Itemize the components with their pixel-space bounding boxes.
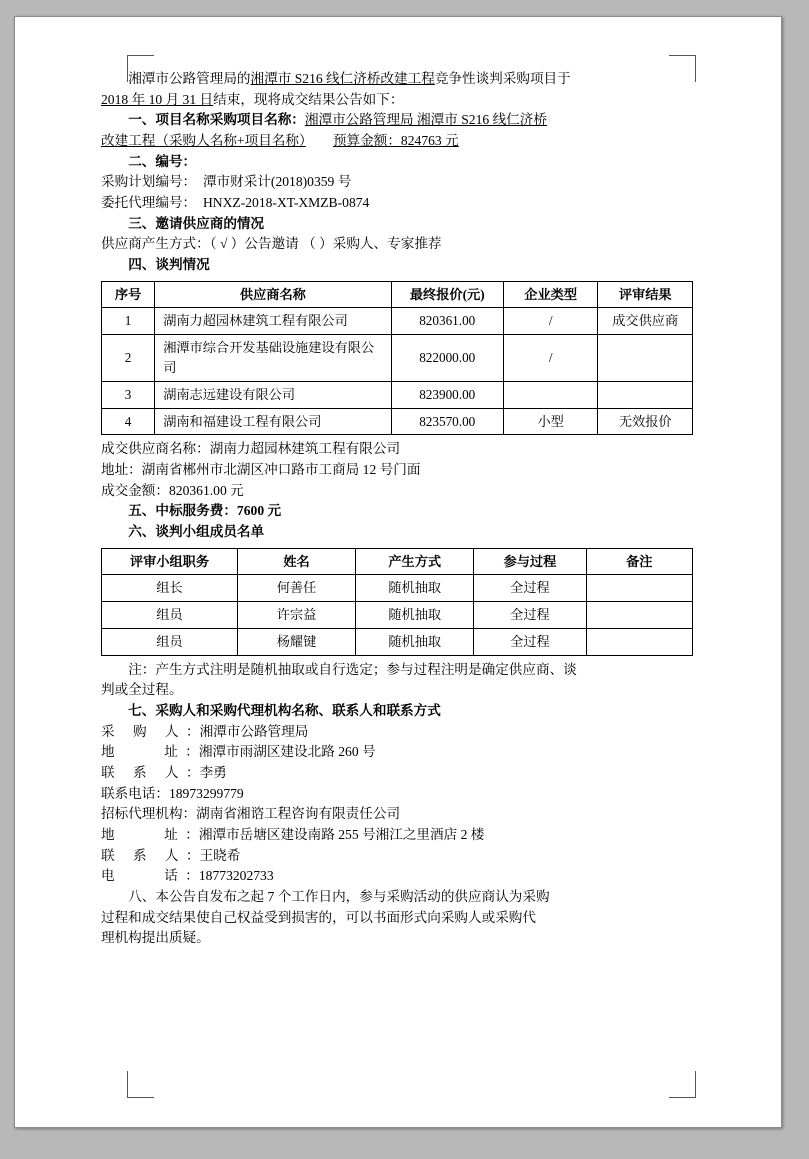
cell-method: 随机抽取 [356, 575, 474, 602]
table-row [102, 308, 693, 335]
section7-heading: 七、采购人和采购代理机构名称、联系人和联系方式 [128, 703, 441, 719]
document-body [101, 69, 693, 949]
winner-name-label: 成交供应商名称： [101, 441, 210, 457]
buyer-label: 采 购 人 [101, 723, 186, 739]
cell-type: 小型 [503, 408, 598, 435]
buyer-address-label: 地 址 [101, 744, 186, 760]
section6-note-line1: 注：产生方式注明是随机抽取或自行选定；参与过程注明是确定供应商、谈 [128, 661, 577, 677]
cell-role: 组员 [102, 629, 238, 656]
cell-result: 成交供应商 [598, 308, 693, 335]
buyer-phone-line: 联系电话：18973299779 [101, 785, 244, 801]
cell-index: 4 [102, 408, 155, 435]
intro-paragraph-line1 [101, 69, 693, 90]
section2-agent-line [101, 193, 693, 214]
cell-name: 杨耀键 [237, 629, 355, 656]
winner-name-line [101, 439, 693, 460]
section1-value-line1: 湘潭市公路管理局 湘潭市 S216 线仁济桥 [304, 112, 547, 128]
winner-amount-label: 成交金额： [101, 482, 169, 498]
table-header-row [102, 281, 693, 308]
section2-plan-label: 采购计划编号： [101, 174, 190, 190]
cell-name: 许宗益 [237, 602, 355, 629]
section1-heading: 一、项目名称采购项目名称： [128, 112, 305, 128]
agent-address-line [101, 825, 693, 846]
cell-remark [586, 575, 692, 602]
intro-text-2: 竞争性谈判采购项目于 [434, 71, 571, 86]
section2-agent-label: 委托代理编号： [101, 194, 190, 210]
winner-name-value: 湖南力超园林建筑工程有限公司 [209, 441, 401, 457]
col-header-index: 序号 [102, 281, 155, 308]
col-header-review-result: 评审结果 [598, 281, 693, 308]
section4-heading: 四、谈判情况 [128, 256, 210, 272]
intro-project-name: 湘潭市 S216 线仁济桥改建工程 [250, 71, 435, 86]
buyer-address-line [101, 742, 693, 763]
section8-line2: 过程和成交结果使自己权益受到损害的，可以书面形式向采购人或采购代 [101, 909, 536, 925]
cell-remark [586, 602, 692, 629]
cell-index: 2 [102, 335, 155, 382]
winner-amount-value: 820361.00 元 [168, 482, 244, 498]
agent-phone-line [101, 866, 693, 887]
agent-contact-label: 联 系 人 [101, 847, 186, 863]
table-row [102, 408, 693, 435]
negotiation-team-table [101, 548, 693, 656]
agent-org-line: 招标代理机构：湖南省湘谘工程咨询有限责任公司 [101, 806, 401, 822]
intro-text-3: 结束，现将成交结果公告如下： [213, 91, 404, 107]
section3-line: 供应商产生方式：（ √ ）公告邀请 （ ）采购人、专家推荐 [101, 236, 442, 252]
cell-participation: 全过程 [474, 629, 586, 656]
crop-mark-bottom-right [669, 1071, 696, 1098]
cell-index: 3 [102, 381, 155, 408]
cell-price: 823900.00 [391, 381, 503, 408]
section2-plan-value: 潭市财采计(2018)0359 号 [202, 174, 352, 190]
crop-mark-bottom-left [127, 1071, 154, 1098]
table-row [102, 575, 693, 602]
section2-plan-line [101, 172, 693, 193]
section2-heading: 二、编号： [128, 153, 197, 169]
document-page [14, 16, 782, 1128]
col-header-participation: 参与过程 [474, 548, 586, 575]
winner-amount-line [101, 481, 693, 502]
cell-type: / [503, 308, 598, 335]
buyer-line [101, 722, 693, 743]
section6-heading: 六、谈判小组成员名单 [128, 523, 265, 539]
section8-line1: 八、本公告自发布之起 7 个工作日内，参与采购活动的供应商认为采购 [128, 889, 550, 905]
col-header-role: 评审小组职务 [102, 548, 238, 575]
cell-price: 820361.00 [391, 308, 503, 335]
section1-second-line [101, 131, 693, 152]
section3-heading: 三、邀请供应商的情况 [128, 215, 265, 231]
col-header-remark: 备注 [586, 548, 692, 575]
cell-supplier: 湖南志远建设有限公司 [155, 381, 391, 408]
cell-method: 随机抽取 [356, 602, 474, 629]
col-header-final-price: 最终报价(元) [391, 281, 503, 308]
intro-text-1: 湘潭市公路管理局的 [128, 71, 251, 86]
cell-result: 无效报价 [598, 408, 693, 435]
cell-remark [586, 629, 692, 656]
cell-supplier: 湖南和福建设工程有限公司 [155, 408, 391, 435]
section8-line3: 理机构提出质疑。 [101, 930, 210, 946]
winner-address-value: 湖南省郴州市北湖区冲口路市工商局 12 号门面 [141, 462, 421, 477]
cell-method: 随机抽取 [356, 629, 474, 656]
cell-supplier: 湖南力超园林建筑工程有限公司 [155, 308, 391, 335]
buyer-address-value: ：湘潭市雨湖区建设北路 260 号 [185, 744, 376, 760]
cell-index: 1 [102, 308, 155, 335]
intro-date: 2018 年 10 月 31 日 [101, 91, 214, 107]
cell-participation: 全过程 [474, 575, 586, 602]
section1-value-line2: 改建工程（采购人名称+项目名称） [101, 132, 306, 148]
section5-heading: 五、中标服务费：7600 元 [128, 503, 282, 519]
agent-phone-label: 电 话 [101, 868, 186, 884]
cell-type: / [503, 335, 598, 382]
negotiation-table [101, 281, 693, 436]
cell-price: 823570.00 [391, 408, 503, 435]
agent-contact-value: ：王晓希 [185, 847, 241, 863]
section1-heading-line [101, 110, 693, 131]
cell-type [503, 381, 598, 408]
table-row [102, 381, 693, 408]
agent-address-value: ：湘潭市岳塘区建设南路 255 号湘江之里酒店 2 楼 [185, 827, 485, 843]
section6-note-line2: 判或全过程。 [101, 682, 183, 698]
col-header-name: 姓名 [237, 548, 355, 575]
agent-phone-value: ：18773202733 [185, 868, 274, 884]
agent-contact-line [101, 846, 693, 867]
col-header-selection-method: 产生方式 [356, 548, 474, 575]
section2-agent-value: HNXZ-2018-XT-XMZB-0874 [202, 194, 370, 210]
table-header-row [102, 548, 693, 575]
buyer-contact-value: ：李勇 [185, 765, 227, 781]
buyer-contact-line [101, 763, 693, 784]
winner-address-label: 地址： [101, 462, 142, 477]
cell-supplier: 湘潭市综合开发基础设施建设有限公司 [155, 335, 391, 382]
table-row [102, 602, 693, 629]
cell-role: 组员 [102, 602, 238, 629]
cell-role: 组长 [102, 575, 238, 602]
winner-address-line [101, 460, 693, 481]
cell-result [598, 335, 693, 382]
cell-result [598, 381, 693, 408]
table-row [102, 335, 693, 382]
table-row [102, 629, 693, 656]
col-header-enterprise-type: 企业类型 [503, 281, 598, 308]
cell-name: 何善任 [237, 575, 355, 602]
section1-budget: 预算金额：824763 元 [332, 132, 459, 148]
buyer-value: ：湘潭市公路管理局 [185, 723, 309, 739]
cell-participation: 全过程 [474, 602, 586, 629]
agent-address-label: 地 址 [101, 827, 186, 843]
col-header-supplier: 供应商名称 [155, 281, 391, 308]
buyer-contact-label: 联 系 人 [101, 765, 186, 781]
cell-price: 822000.00 [391, 335, 503, 382]
intro-paragraph-line2 [101, 90, 693, 111]
